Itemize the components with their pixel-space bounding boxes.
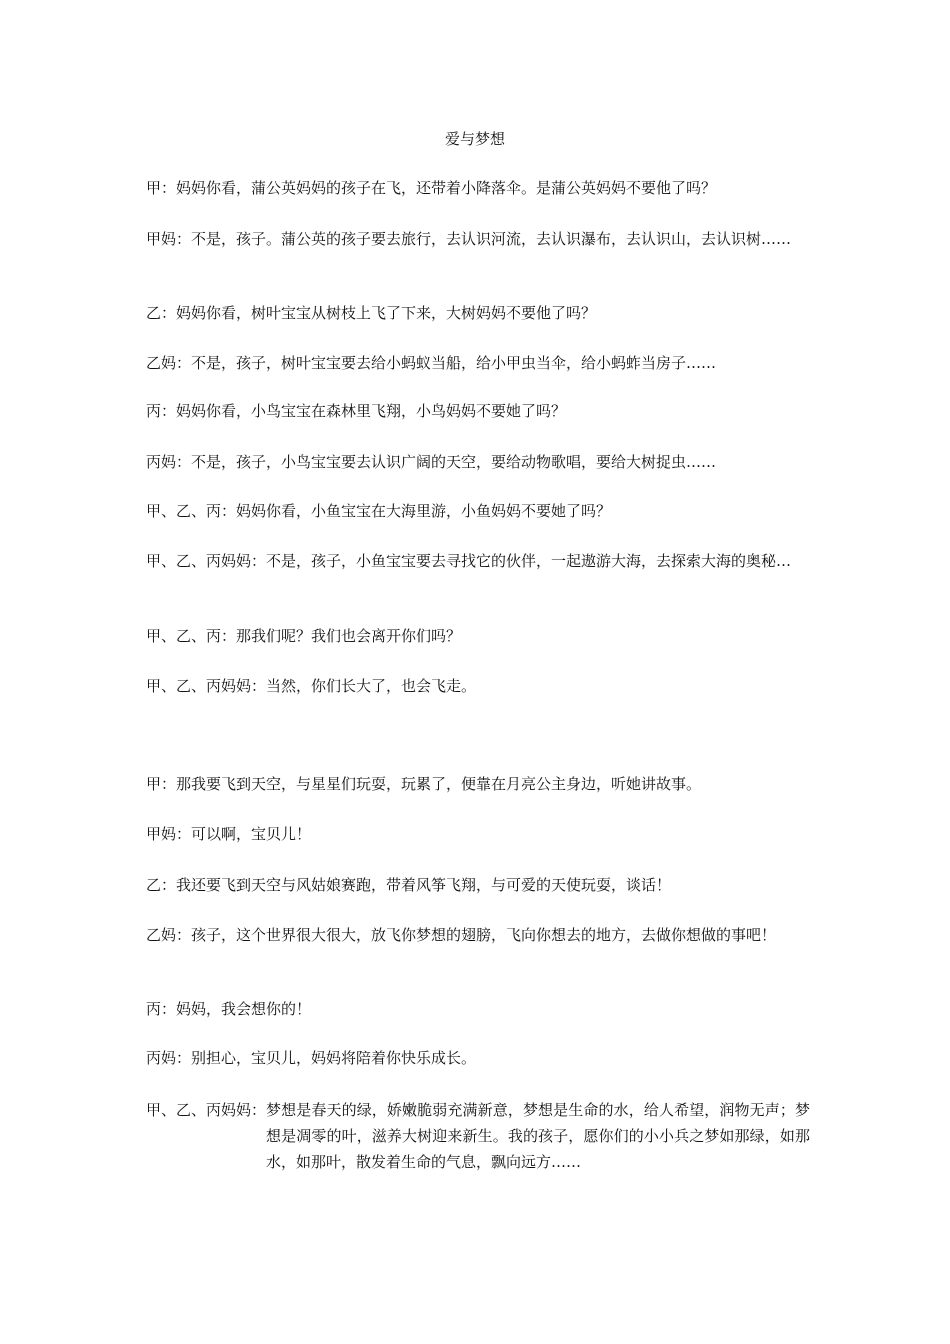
speaker-label: 丙： — [146, 1000, 177, 1018]
speech-text: 妈妈你看，小鱼宝宝在大海里游，小鱼妈妈不要她了吗？ — [236, 502, 612, 520]
speaker-label: 甲妈： — [146, 825, 192, 843]
speaker-label: 甲： — [146, 179, 177, 197]
speaker-label: 甲、乙、丙： — [146, 502, 237, 520]
speech-text: 不是，孩子。蒲公英的孩子要去旅行，去认识河流，去认识瀑布，去认识山，去认识树…… — [191, 230, 792, 248]
speaker-label: 甲、乙、丙妈妈： — [146, 677, 267, 695]
dialogue-line — [146, 175, 810, 201]
speaker-label: 乙妈： — [146, 354, 192, 372]
dialogue-line — [146, 350, 810, 376]
speech-text: 那我要飞到天空，与星星们玩耍，玩累了，便靠在月亮公主身边，听她讲故事。 — [176, 775, 702, 793]
speech-text: 那我们呢？我们也会离开你们吗？ — [236, 627, 462, 645]
dialogue-line — [146, 398, 810, 424]
speech-text: 可以啊，宝贝儿！ — [191, 825, 312, 843]
dialogue-line — [146, 771, 810, 797]
dialogue-line — [146, 922, 810, 948]
dialogue-line — [146, 623, 810, 649]
speech-text: 不是，孩子，树叶宝宝要去给小蚂蚁当船，给小甲虫当伞，给小蚂蚱当房子…… — [191, 354, 717, 372]
dialogue-line — [146, 872, 810, 898]
speaker-label: 乙： — [146, 876, 177, 894]
speaker-label: 丙妈： — [146, 453, 192, 471]
speaker-label: 丙妈： — [146, 1049, 192, 1067]
speaker-label: 甲、乙、丙： — [146, 627, 237, 645]
dialogue-line — [146, 226, 810, 252]
speaker-label: 乙妈： — [146, 926, 192, 944]
speech-text: 不是，孩子，小鱼宝宝要去寻找它的伙伴，一起遨游大海，去探索大海的奥秘… — [266, 552, 792, 570]
speech-text: 妈妈你看，小鸟宝宝在森林里飞翔，小鸟妈妈不要她了吗？ — [176, 402, 567, 420]
dialogue-line — [146, 821, 810, 847]
speech-text: 孩子，这个世界很大很大，放飞你梦想的翅膀，飞向你想去的地方，去做你想做的事吧！ — [191, 926, 777, 944]
page-title: 爱与梦想 — [444, 130, 505, 148]
dialogue-line — [146, 1045, 810, 1071]
speaker-label: 丙： — [146, 402, 177, 420]
speaker-label: 甲、乙、丙妈妈： — [146, 552, 267, 570]
dialogue-line — [146, 996, 810, 1022]
speech-text: 妈妈，我会想你的！ — [176, 1000, 312, 1018]
speech-text: 我还要飞到天空与风姑娘赛跑，带着风筝飞翔，与可爱的天使玩耍，谈话！ — [176, 876, 672, 894]
speech-text: 妈妈你看，树叶宝宝从树枝上飞了下来，大树妈妈不要他了吗？ — [176, 304, 597, 322]
speech-text: 梦想是春天的绿，娇嫩脆弱充满新意，梦想是生命的水，给人希望，润物无声；梦想是凋零的叶，滋养大树迎来新生。我的孩子，愿你们的小小兵之梦如那绿，如那水，如那叶，散发着生命的气息，飘向远方…… — [266, 1101, 810, 1171]
speaker-label: 甲妈： — [146, 230, 192, 248]
speaker-label: 甲、乙、丙妈妈： — [146, 1101, 267, 1119]
dialogue-line — [146, 300, 810, 326]
speech-text: 当然，你们长大了，也会飞走。 — [266, 677, 477, 695]
dialogue-line — [146, 449, 810, 475]
speech-text: 别担心，宝贝儿，妈妈将陪着你快乐成长。 — [191, 1049, 477, 1067]
dialogue-line — [146, 498, 810, 524]
speaker-label: 甲： — [146, 775, 177, 793]
speech-text: 妈妈你看，蒲公英妈妈的孩子在飞，还带着小降落伞。是蒲公英妈妈不要他了吗？ — [176, 179, 717, 197]
speaker-label: 乙： — [146, 304, 177, 322]
dialogue-line — [146, 548, 810, 574]
speech-text: 不是，孩子，小鸟宝宝要去认识广阔的天空，要给动物歌唱，要给大树捉虫…… — [191, 453, 717, 471]
dialogue-line — [146, 1097, 810, 1175]
dialogue-line — [146, 673, 810, 699]
